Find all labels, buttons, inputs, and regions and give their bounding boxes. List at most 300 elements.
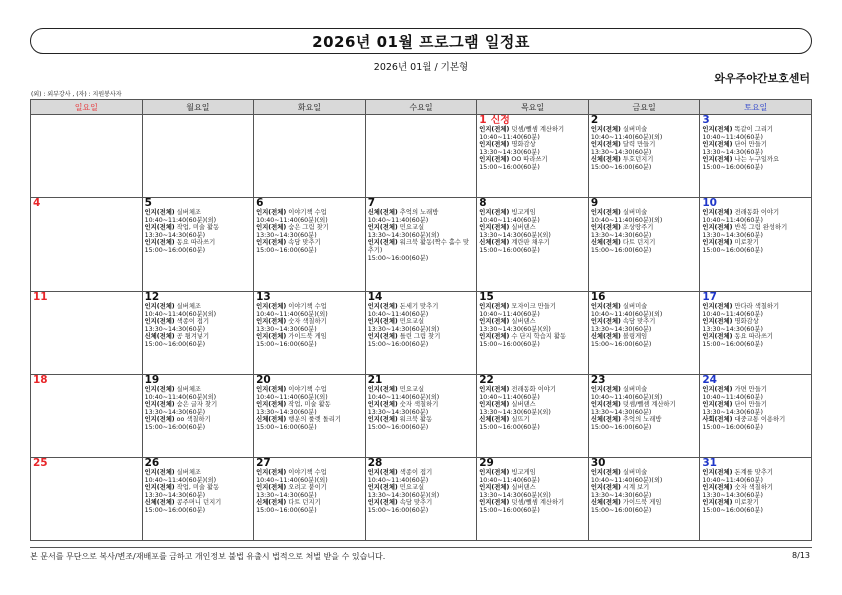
activity-time: 13:30~14:30(60분)(외): [367, 231, 440, 239]
activity-name: 모자이크 만들기: [511, 302, 556, 310]
day-header: [368, 292, 475, 303]
activity-item: [479, 303, 586, 311]
day-number: 19: [144, 374, 160, 386]
activity-item: [591, 239, 698, 247]
activity-name: 민요교실: [399, 484, 425, 492]
day-cell: [588, 198, 700, 292]
activity-name: 실버미술: [622, 385, 648, 393]
weekday-tuesday: 화요일: [254, 100, 366, 115]
activity-item: [368, 333, 475, 341]
activity-name: 행운의 룰렛 돌리기: [288, 416, 341, 424]
activity-item: [368, 484, 475, 492]
day-number: 7: [367, 197, 375, 209]
activity-category: 인지(전체): [590, 385, 621, 393]
activity-name: 돈계를 맞추기: [734, 468, 773, 476]
activity-name: 실버미술: [622, 468, 648, 476]
activity-category: 신체(전체): [256, 416, 287, 424]
activity-name: 민요교실: [399, 224, 425, 232]
activity-category: 인지(전체): [144, 484, 175, 492]
activity-name: oo 색칠하기: [176, 416, 211, 424]
activity-item: [479, 209, 586, 217]
activity-category: 신체(전체): [479, 239, 510, 247]
activity-time: 13:30~14:30(60분): [590, 408, 652, 416]
activity-name: 투호던지기: [622, 156, 654, 164]
day-number: 9: [590, 197, 599, 209]
activity-time: 15:00~16:00(60분): [702, 163, 763, 171]
activity-time: 15:00~16:00(60분): [590, 246, 652, 254]
day-number: 17: [702, 291, 717, 303]
activity-time: 13:30~14:30(60분): [590, 148, 652, 156]
day-header: [591, 458, 698, 469]
day-header: [256, 458, 363, 469]
activity-time: 15:00~16:00(60분): [479, 423, 540, 431]
day-header: [702, 292, 809, 303]
activity-name: 이야기책 수업: [288, 468, 327, 476]
activity-category: 인지(전체): [256, 385, 287, 393]
activity-item: [145, 386, 252, 394]
day-cell: [700, 457, 812, 540]
day-cell: [588, 374, 700, 457]
day-number: 13: [256, 291, 271, 303]
activity-time: 13:30~14:30(60분): [590, 491, 652, 499]
activity-item: [591, 209, 698, 217]
activity-category: 인지(전체): [144, 318, 175, 326]
activity-category: 인지(전체): [479, 385, 510, 393]
day-cell: [31, 115, 143, 198]
weekday-wednesday: 수요일: [365, 100, 477, 115]
activity-item: [256, 469, 363, 477]
activity-name: 실뜨기: [511, 416, 530, 424]
day-number: 28: [367, 457, 383, 469]
week-row: [31, 374, 812, 457]
day-cell: [142, 115, 254, 198]
activity-item: [145, 224, 252, 232]
activity-item: [591, 484, 698, 492]
activity-category: 인지(전체): [367, 224, 398, 232]
activity-time: 13:30~14:30(60분): [702, 148, 763, 156]
day-number: 29: [479, 457, 494, 469]
activity-time: 10:40~11:40(60분)(외): [144, 216, 217, 224]
activity-category: 인지(전체): [256, 401, 287, 409]
day-cell: [365, 291, 477, 374]
day-cell: [588, 457, 700, 540]
activity-category: 인지(전체): [702, 239, 733, 247]
activity-item: [368, 209, 475, 217]
activity-name: 미로찾기: [734, 499, 759, 507]
activity-item: [479, 126, 586, 134]
day-cell: [700, 291, 812, 374]
activity-item: [702, 224, 809, 232]
page-title: 2026년 01월 프로그램 일정표: [312, 32, 530, 51]
day-header: [368, 375, 475, 386]
activity-category: 인지(전체): [702, 484, 733, 492]
activity-item: [702, 499, 809, 507]
activity-name: 동요 따라쓰기: [176, 239, 216, 247]
activity-time: 15:00~16:00(60분): [367, 506, 429, 514]
day-header: [479, 292, 586, 303]
day-number: 30: [590, 457, 606, 469]
day-number: 24: [702, 374, 717, 386]
activity-time: 13:30~14:30(60분): [590, 231, 652, 239]
activity-time: 15:00~16:00(60분): [367, 423, 429, 431]
activity-time: 10:40~11:40(60분): [479, 310, 540, 318]
activity-item: [591, 141, 698, 149]
activity-category: 인지(전체): [590, 126, 621, 133]
activity-category: 인지(전체): [479, 484, 510, 492]
activity-name: 실버체조: [176, 302, 202, 310]
day-cell: [365, 115, 477, 198]
day-number: 23: [590, 374, 606, 386]
activity-name: 반복 그림 완성하기: [734, 224, 788, 232]
activity-time: 10:40~11:40(60분): [479, 133, 540, 141]
activity-time: 10:40~11:40(60분): [702, 310, 763, 318]
activity-category: 인지(전체): [702, 333, 733, 341]
day-header: [479, 198, 586, 209]
activity-item: [368, 401, 475, 409]
day-cell: [254, 291, 366, 374]
activity-time: 10:40~11:40(60분)(외): [256, 393, 328, 401]
activity-item: [702, 141, 809, 149]
activity-category: 인지(전체): [256, 333, 287, 341]
activity-time: 10:40~11:40(60분)(외): [256, 476, 328, 484]
calendar-body: [31, 115, 812, 541]
activity-category: 인지(전체): [479, 156, 510, 164]
activity-name: 돈세기 맞추기: [399, 302, 439, 310]
activity-name: 이야기책 수업: [288, 209, 327, 216]
activity-category: 인지(전체): [702, 209, 733, 216]
activity-item: [591, 386, 698, 394]
activity-name: 실버댄스: [511, 318, 536, 326]
activity-time: 10:40~11:40(60분): [702, 476, 763, 484]
activity-category: 인지(전체): [256, 318, 287, 326]
activity-time: 15:00~16:00(60분): [702, 506, 763, 514]
activity-category: 인지(전체): [367, 416, 398, 424]
activity-time: 15:00~16:00(60분): [367, 340, 429, 348]
day-cell: [477, 291, 589, 374]
activity-category: 인지(전체): [367, 499, 398, 507]
activity-time: 10:40~11:40(60분)(외): [590, 476, 663, 484]
day-header: [256, 375, 363, 386]
activity-item: [702, 333, 809, 341]
day-header: [702, 198, 809, 209]
day-cell: [254, 457, 366, 540]
activity-name: 숨은 글자 찾기: [176, 401, 218, 409]
activity-item: [256, 209, 363, 217]
activity-item: [368, 239, 475, 254]
activity-name: 워크북 활동: [399, 416, 433, 424]
activity-item: [591, 499, 698, 507]
activity-item: [368, 224, 475, 232]
activity-category: 인지(전체): [702, 126, 733, 133]
activity-time: 15:00~16:00(60분): [479, 506, 540, 514]
activity-time: 13:30~14:30(60분): [144, 231, 206, 239]
activity-name: 달력 만들기: [622, 141, 656, 149]
activity-item: [479, 239, 586, 247]
day-number: 12: [144, 291, 160, 303]
activity-item: [702, 318, 809, 326]
activity-category: 사회(전체): [702, 416, 733, 424]
activity-time: 15:00~16:00(60분): [367, 254, 429, 262]
activity-item: [702, 484, 809, 492]
activity-name: 가면 만들기: [734, 385, 767, 393]
day-cell: [477, 198, 589, 292]
day-cell: [31, 198, 143, 292]
activity-category: 인지(전체): [590, 302, 621, 310]
day-header: [368, 458, 475, 469]
activity-category: 인지(전체): [256, 239, 287, 247]
activity-time: 10:40~11:40(60분)(외): [144, 393, 217, 401]
activity-time: 15:00~16:00(60분): [256, 423, 317, 431]
day-header: [145, 292, 252, 303]
activity-time: 10:40~11:40(60분): [367, 216, 429, 224]
activity-name: 조상땅주기: [622, 224, 654, 232]
activity-name: 전래동화 이야기: [511, 385, 556, 393]
activity-item: [368, 303, 475, 311]
activity-time: 13:30~14:30(60분): [144, 408, 206, 416]
day-header: [702, 458, 809, 469]
activity-category: 인지(전체): [479, 468, 510, 476]
activity-item: [145, 469, 252, 477]
activity-time: 15:00~16:00(60분): [256, 246, 317, 254]
activity-item: [591, 303, 698, 311]
activity-name: 민요교실: [399, 385, 425, 393]
activity-item: [256, 484, 363, 492]
week-row: [31, 115, 812, 198]
activity-category: 인지(전체): [144, 468, 175, 476]
activity-category: 인지(전체): [144, 385, 175, 393]
day-number: 25: [33, 457, 48, 469]
activity-category: 인지(전체): [367, 318, 398, 326]
activity-time: 10:40~11:40(60분): [479, 393, 540, 401]
week-row: [31, 198, 812, 292]
week-row: [31, 291, 812, 374]
weekday-monday: 월요일: [142, 100, 254, 115]
activity-category: 인지(전체): [367, 401, 398, 409]
activity-time: 15:00~16:00(60분): [479, 340, 540, 348]
activity-time: 13:30~14:30(60분): [256, 408, 317, 416]
day-header: [145, 375, 252, 386]
activity-time: 13:30~14:30(60분): [702, 491, 763, 499]
day-cell: [588, 115, 700, 198]
day-header: [702, 375, 809, 386]
activity-name: 덧셈/뺄셈 계산하기: [622, 401, 676, 409]
day-number: 4: [33, 197, 41, 209]
day-cell: [477, 374, 589, 457]
activity-name: 콩주머니 던지기: [176, 499, 222, 507]
activity-item: [591, 126, 698, 134]
weekday-saturday: 토요일: [700, 100, 812, 115]
activity-category: 인지(전체): [702, 468, 733, 476]
day-cell: [477, 457, 589, 540]
activity-name: 추억의 노래방: [399, 209, 439, 216]
activity-time: 10:40~11:40(60분)(외): [590, 310, 663, 318]
activity-item: [702, 209, 809, 217]
activity-category: 인지(전체): [479, 224, 510, 232]
activity-name: 숫자 색칠하기: [734, 484, 773, 492]
activity-time: 15:00~16:00(60분): [256, 340, 317, 348]
activity-category: 신체(전체): [590, 333, 621, 341]
activity-item: [479, 416, 586, 424]
day-number: 31: [702, 457, 717, 469]
footer-notice: 본 문서를 무단으로 복사/변조/재배포를 금하고 개인정보 불법 유출시 법적으로 처벌 받을 수 있습니다.: [30, 552, 386, 561]
day-cell: [700, 198, 812, 292]
activity-item: [256, 386, 363, 394]
activity-item: [591, 224, 698, 232]
activity-item: [479, 156, 586, 164]
day-cell: [365, 198, 477, 292]
day-header: [33, 198, 140, 209]
activity-time: 15:00~16:00(60분): [479, 246, 540, 254]
day-number: 18: [33, 374, 48, 386]
day-number: 8: [479, 197, 487, 209]
center-name: 와우주야간보호센터: [714, 72, 810, 85]
activity-time: 15:00~16:00(60분): [702, 340, 763, 348]
activity-item: [702, 156, 809, 164]
day-header: [145, 458, 252, 469]
day-number: 3: [702, 114, 710, 126]
activity-category: 인지(전체): [367, 239, 398, 247]
day-header: [256, 292, 363, 303]
activity-name: 실버댄스: [511, 401, 536, 409]
day-cell: [142, 198, 254, 292]
activity-time: 10:40~11:40(60분)(외): [144, 310, 217, 318]
activity-category: 인지(전체): [144, 224, 175, 232]
activity-time: 13:30~14:30(60분): [256, 231, 317, 239]
activity-category: 인지(전체): [590, 484, 621, 492]
day-header: [368, 198, 475, 209]
activity-category: 인지(전체): [144, 209, 175, 216]
activity-category: 신체(전체): [590, 499, 621, 507]
activity-category: 인지(전체): [702, 302, 733, 310]
activity-time: 13:30~14:30(60분): [144, 491, 206, 499]
activity-name: 실버미술: [622, 302, 648, 310]
activity-item: [702, 469, 809, 477]
activity-time: 13:30~14:30(60분)(외): [479, 325, 551, 333]
activity-time: 10:40~11:40(60분)(외): [590, 133, 663, 141]
activity-item: [145, 318, 252, 326]
activity-time: 10:40~11:40(60분)(외): [590, 216, 663, 224]
activity-time: 13:30~14:30(60분)(외): [479, 231, 551, 239]
day-number: 6: [256, 197, 264, 209]
activity-item: [368, 318, 475, 326]
activity-item: [145, 209, 252, 217]
day-number: 20: [256, 374, 271, 386]
activity-time: 15:00~16:00(60분): [144, 423, 206, 431]
activity-category: 인지(전체): [256, 468, 287, 476]
activity-time: 15:00~16:00(60분): [590, 340, 652, 348]
day-header: [33, 292, 140, 303]
activity-item: [145, 499, 252, 507]
activity-item: [145, 484, 252, 492]
activity-time: 10:40~11:40(60분)(외): [256, 216, 328, 224]
activity-time: 15:00~16:00(60분): [256, 506, 317, 514]
day-header: [702, 115, 809, 126]
activity-category: 인지(전체): [367, 302, 398, 310]
activity-time: 13:30~14:30(60분): [702, 231, 763, 239]
activity-name: 다트 던지기: [288, 499, 321, 507]
activity-name: 색종이 접기: [399, 468, 433, 476]
day-number: 2: [590, 114, 599, 126]
activity-time: 10:40~11:40(60분): [702, 393, 763, 401]
activity-time: 13:30~14:30(60분): [702, 408, 763, 416]
activity-time: 13:30~14:30(60분)(외): [479, 408, 551, 416]
activity-category: 인지(전체): [702, 156, 733, 164]
activity-name: 실버체조: [176, 209, 202, 216]
footer-divider: [30, 547, 812, 548]
activity-item: [702, 401, 809, 409]
day-number: 21: [367, 374, 383, 386]
activity-category: 인지(전체): [590, 224, 621, 232]
activity-time: 10:40~11:40(60분): [702, 216, 763, 224]
activity-time: 13:30~14:30(60분): [702, 325, 763, 333]
activity-time: 13:30~14:30(60분): [256, 325, 317, 333]
activity-category: 인지(전체): [144, 401, 175, 409]
activity-category: 인지(전체): [256, 209, 287, 216]
activity-item: [256, 333, 363, 341]
activity-category: 신체(전체): [367, 209, 398, 216]
activity-name: 숫자 색칠하기: [399, 401, 439, 409]
activity-time: 15:00~16:00(60분): [144, 246, 206, 254]
activity-name: 다트 던지기: [622, 239, 656, 247]
activity-category: 인지(전체): [479, 126, 510, 133]
activity-name: 가이드북 게임: [622, 499, 662, 507]
activity-name: 틀린 그림 찾기: [399, 333, 441, 341]
activity-item: [591, 156, 698, 164]
activity-item: [479, 484, 586, 492]
activity-name: 실버미술: [622, 209, 648, 216]
activity-name: 공 튕겨넣기: [176, 333, 210, 341]
activity-name: 숨은 그림 찾기: [288, 224, 329, 232]
activity-time: 10:40~11:40(60분)(외): [256, 310, 328, 318]
day-cell: [365, 457, 477, 540]
activity-name: 명화감상: [734, 318, 759, 326]
day-number: 5: [144, 197, 152, 209]
activity-name: 단어 만들기: [734, 141, 767, 149]
activity-category: 인지(전체): [367, 333, 398, 341]
activity-category: 인지(전체): [367, 385, 398, 393]
day-number: 11: [33, 291, 48, 303]
activity-item: [256, 303, 363, 311]
activity-category: 인지(전체): [256, 484, 287, 492]
activity-category: 인지(전체): [702, 499, 733, 507]
activity-item: [479, 224, 586, 232]
activity-time: 13:30~14:30(60분): [144, 325, 206, 333]
day-cell: [365, 374, 477, 457]
activity-item: [702, 303, 809, 311]
subtitle: 2026년 01월 / 기본형: [373, 62, 469, 73]
activity-item: [479, 401, 586, 409]
activity-category: 인지(전체): [590, 401, 621, 409]
activity-name: 숫자 색칠하기: [288, 318, 327, 326]
day-header: [479, 115, 586, 126]
activity-item: [702, 416, 809, 424]
activity-name: 대중교통 이용하기: [734, 416, 786, 424]
day-header: [591, 198, 698, 209]
activity-item: [256, 318, 363, 326]
weekday-friday: 금요일: [588, 100, 700, 115]
title-box: [30, 28, 812, 54]
weekday-sunday: 일요일: [31, 100, 143, 115]
activity-item: [479, 333, 586, 341]
day-number: 10: [702, 197, 717, 209]
day-cell: [142, 457, 254, 540]
activity-item: [256, 239, 363, 247]
activity-item: [145, 239, 252, 247]
activity-category: 신체(전체): [144, 499, 175, 507]
activity-category: 인지(전체): [479, 302, 510, 310]
legend: (외) : 외부강사 , (자) : 지원봉사자: [31, 91, 122, 98]
activity-name: 나는 누구일까요: [734, 156, 780, 164]
